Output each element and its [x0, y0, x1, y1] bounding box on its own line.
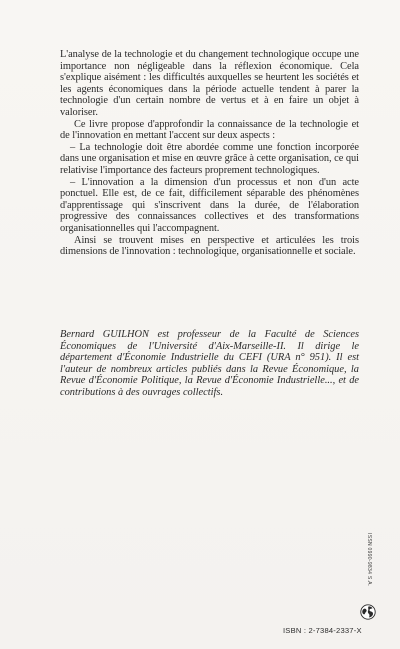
summary-text [60, 49, 359, 258]
printer-code: ISSN 0990-9834 S.A. [366, 533, 372, 587]
conclusion-paragraph: Ainsi se trouvent mises en perspective et articulées les trois dimensions de l'innovation : technologique, organisationnelle et sociale. [60, 234, 359, 258]
innovation-point: – L'innovation a la dimension d'un processus et non d'un acte ponctuel. Elle est, de ce fait, difficilement séparable des phénomènes d'apprentissage qui s'inscrivent dans la durée, de l'élaboration progressive des connaissances collectives et des transformations organisationnelles qui l'accompagnent. [60, 176, 359, 234]
aim-paragraph: Ce livre propose d'approfondir la connaissance de la technologie et de l'innovation en mettant l'accent sur deux aspects : [60, 118, 359, 142]
technology-point: – La technologie doit être abordée comme une fonction incorporée dans une organisation et mise en œuvre grâce à cette organisation, ce qui relativise l'importance des facteurs proprement technologiques. [60, 141, 359, 176]
globe-logo-icon [360, 604, 376, 620]
author-bio: Bernard GUILHON est professeur de la Faculté de Sciences Économiques de l'Université d'Aix-Marseille-II. Il dirige le département d'Économie Industrielle du CEFI (URA n° 951). Il est l'auteur de nombreux articles publiés dans la Revue Économique, la Revue d'Économie Politique, la Revue d'Économie Industrielle..., et de contributions à des ouvrages collectifs. [60, 329, 359, 398]
intro-paragraph: L'analyse de la technologie et du changement technologique occupe une importance non négligeable dans la réflexion économique. Cela s'explique aisément : les difficultés auxquelles se heurtent les sociétés et les agents économiques dans la période actuelle tendent à parer la technologie d'un certain nombre de vertus et à en faire un objet à valoriser. [60, 49, 359, 118]
isbn-number: ISBN : 2-7384-2337-X [283, 626, 362, 635]
